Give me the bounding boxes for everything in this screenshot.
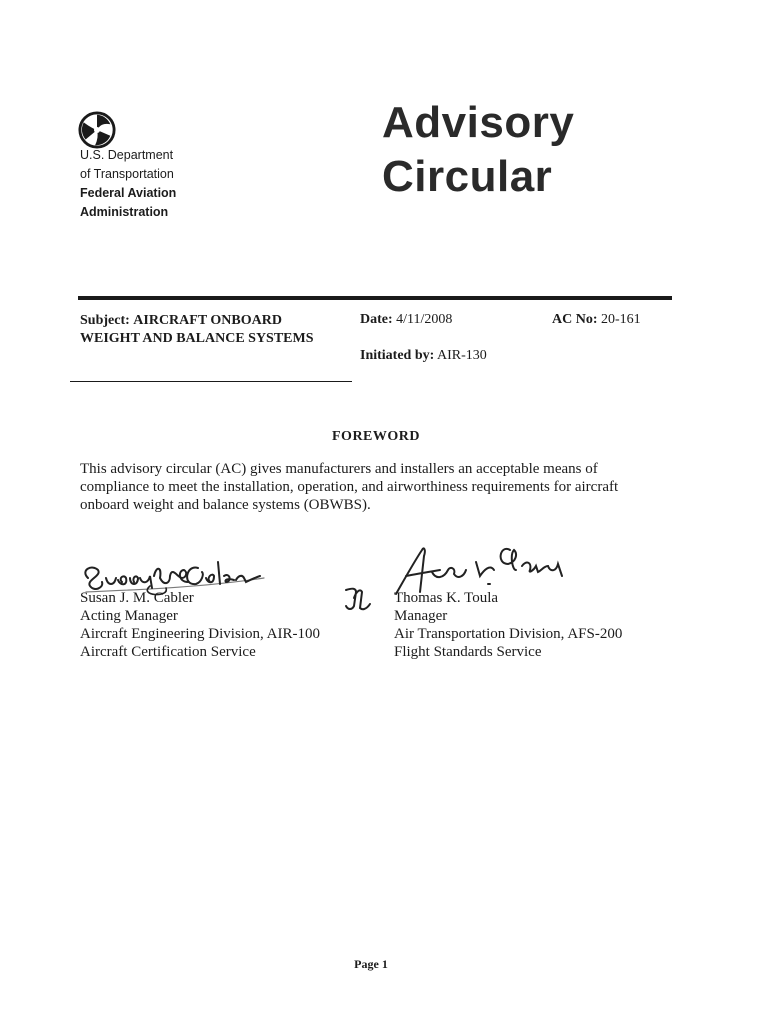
subject-underline: [70, 381, 352, 382]
foreword-body: This advisory circular (AC) gives manufacturers and installers an acceptable means of compliance to meet the installation, operation, and airworthiness requirements for aircraft onboard weight and balance systems (OBWBS).: [80, 461, 619, 513]
ac-number-field: [552, 312, 641, 328]
title-line-1: Advisory: [382, 98, 575, 147]
signer-left-title: Acting Manager: [80, 608, 178, 624]
initials-image: [342, 584, 376, 614]
signer-left-service: Aircraft Certification Service: [80, 644, 256, 660]
agency-line-2: of Transportation: [80, 167, 174, 181]
subject-label: Subject:: [80, 313, 130, 328]
signer-right-title: Manager: [394, 608, 448, 624]
date-field: [360, 312, 452, 328]
agency-line-4: Administration: [80, 205, 169, 219]
date-label: Date:: [360, 312, 393, 327]
date-value: 4/11/2008: [396, 312, 453, 327]
ac-number-value: 20-161: [601, 312, 641, 327]
initiated-by-label: Initiated by:: [360, 348, 435, 363]
dot-logo-icon: [78, 111, 116, 149]
subject-block: [80, 312, 314, 348]
agency-line-1: U.S. Department: [80, 148, 174, 162]
subject-line-1: AIRCRAFT ONBOARD: [133, 313, 282, 328]
foreword-heading: FOREWORD: [332, 429, 420, 444]
signer-right-name: Thomas K. Toula: [394, 590, 499, 606]
signer-left-name: Susan J. M. Cabler: [80, 590, 194, 606]
title-line-2: Circular: [382, 152, 553, 201]
header-rule: [78, 296, 672, 300]
signer-right-division: Air Transportation Division, AFS-200: [394, 626, 623, 642]
signer-right: [394, 589, 622, 661]
ac-number-label: AC No:: [552, 312, 598, 327]
signer-left: [80, 589, 320, 661]
page-number: Page 1: [354, 957, 388, 971]
subject-line-2: WEIGHT AND BALANCE SYSTEMS: [80, 331, 314, 346]
document-title: [382, 96, 574, 204]
initiated-by-value: AIR-130: [437, 348, 487, 363]
signer-right-service: Flight Standards Service: [394, 644, 542, 660]
initiated-by-field: [360, 348, 487, 364]
signer-left-division: Aircraft Engineering Division, AIR-100: [80, 626, 320, 642]
agency-block: [80, 146, 176, 222]
agency-line-3: Federal Aviation: [80, 186, 177, 200]
